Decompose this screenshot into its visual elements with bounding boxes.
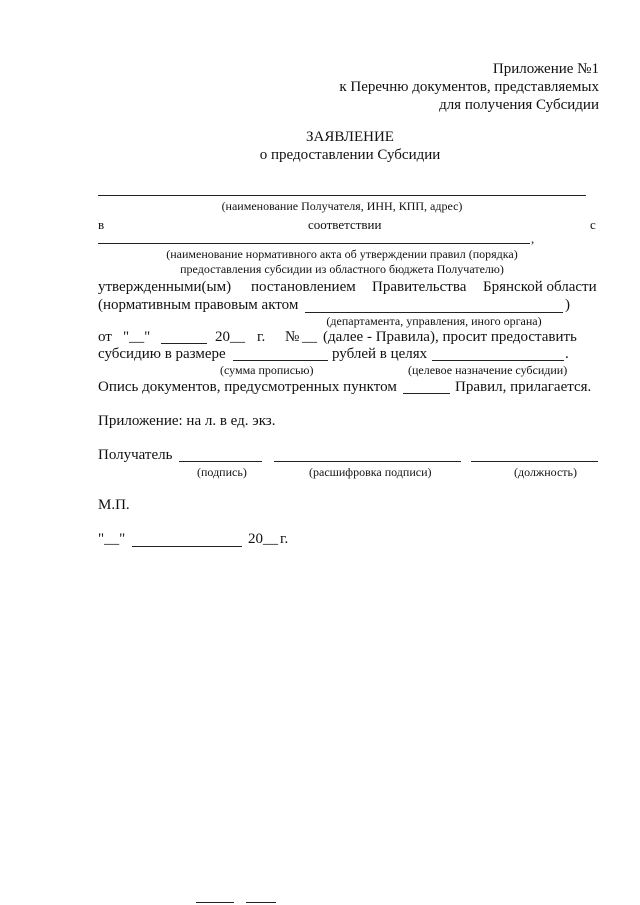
recipient-field-line	[98, 195, 586, 196]
recipient-label: Получатель	[98, 447, 173, 463]
text-subsidy-amount: субсидию в размере	[98, 346, 226, 362]
date-month-field-line	[161, 343, 207, 344]
appendix-purpose: для получения Субсидии	[439, 97, 599, 113]
word-s: с	[590, 217, 596, 232]
text-inventory: Опись документов, предусмотренных пунктом	[98, 379, 397, 395]
text-rubles-purpose: рублей в целях	[332, 346, 428, 362]
subsidy-amount-field-line	[233, 360, 328, 361]
text-appendix: Приложение: на л. в ед. экз.	[98, 413, 276, 429]
caption-act-line-2: предоставления субсидии из областного бюджета Получателю)	[180, 262, 504, 276]
word-sootvetstvii: соответствии	[308, 217, 382, 232]
caption-signature: (подпись)	[197, 465, 247, 479]
date-year-bottom: 20__	[248, 531, 278, 547]
date-day-quote: "__"	[123, 329, 151, 345]
caption-purpose: (целевое назначение субсидии)	[408, 363, 568, 377]
number-blank: __	[302, 329, 317, 345]
inventory-clause-field-line	[403, 393, 450, 394]
date-year: 20__	[215, 329, 245, 345]
caption-sum-in-words: (сумма прописью)	[220, 363, 314, 377]
caption-signature-decode: (расшифровка подписи)	[309, 465, 432, 479]
appendix-number: Приложение №1	[492, 61, 599, 77]
date-month-year-field-line	[132, 546, 242, 547]
comma: ,	[531, 231, 535, 246]
text-approved: утвержденными(ым)	[98, 279, 232, 295]
subsidy-purpose-field-line	[432, 360, 564, 361]
word-v: в	[98, 217, 105, 232]
normative-legal-act-field-line	[305, 312, 563, 313]
caption-department: (департамента, управления, иного органа)	[326, 314, 542, 328]
text-rules-attached: Правил, прилагается.	[455, 379, 592, 395]
period: .	[565, 346, 569, 362]
text-ot: от	[98, 329, 112, 345]
document-title: ЗАЯВЛЕНИЕ	[306, 129, 394, 145]
close-paren: )	[565, 297, 570, 313]
text-rules-request: (далее - Правила), просит предоставить	[323, 329, 577, 345]
signature-decode-field-line	[274, 461, 461, 462]
signature-field-line	[179, 461, 262, 462]
caption-recipient: (наименование Получателя, ИНН, КПП, адрес)	[221, 199, 463, 213]
text-resolution: постановлением	[251, 279, 356, 295]
text-government: Правительства	[372, 279, 467, 295]
stamp-place: М.П.	[98, 497, 130, 513]
date-g: г.	[280, 531, 289, 547]
number-sign: №	[285, 329, 300, 345]
caption-act-line-1: (наименование нормативного акта об утверждении правил (порядка)	[166, 247, 518, 261]
bottom-artifact-line-1	[196, 902, 234, 903]
position-field-line	[471, 461, 598, 462]
normative-act-field-line	[98, 243, 530, 244]
text-bryansk-region: Брянской области	[483, 279, 597, 295]
bottom-artifact-line-2	[246, 902, 276, 903]
text-normative-legal-act: (нормативным правовым актом	[98, 297, 299, 313]
caption-position: (должность)	[514, 465, 577, 479]
date-day: "__"	[98, 531, 126, 547]
text-g: г.	[257, 329, 266, 345]
appendix-reference: к Перечню документов, представляемых	[339, 79, 599, 95]
document-subtitle: о предоставлении Субсидии	[259, 147, 441, 163]
